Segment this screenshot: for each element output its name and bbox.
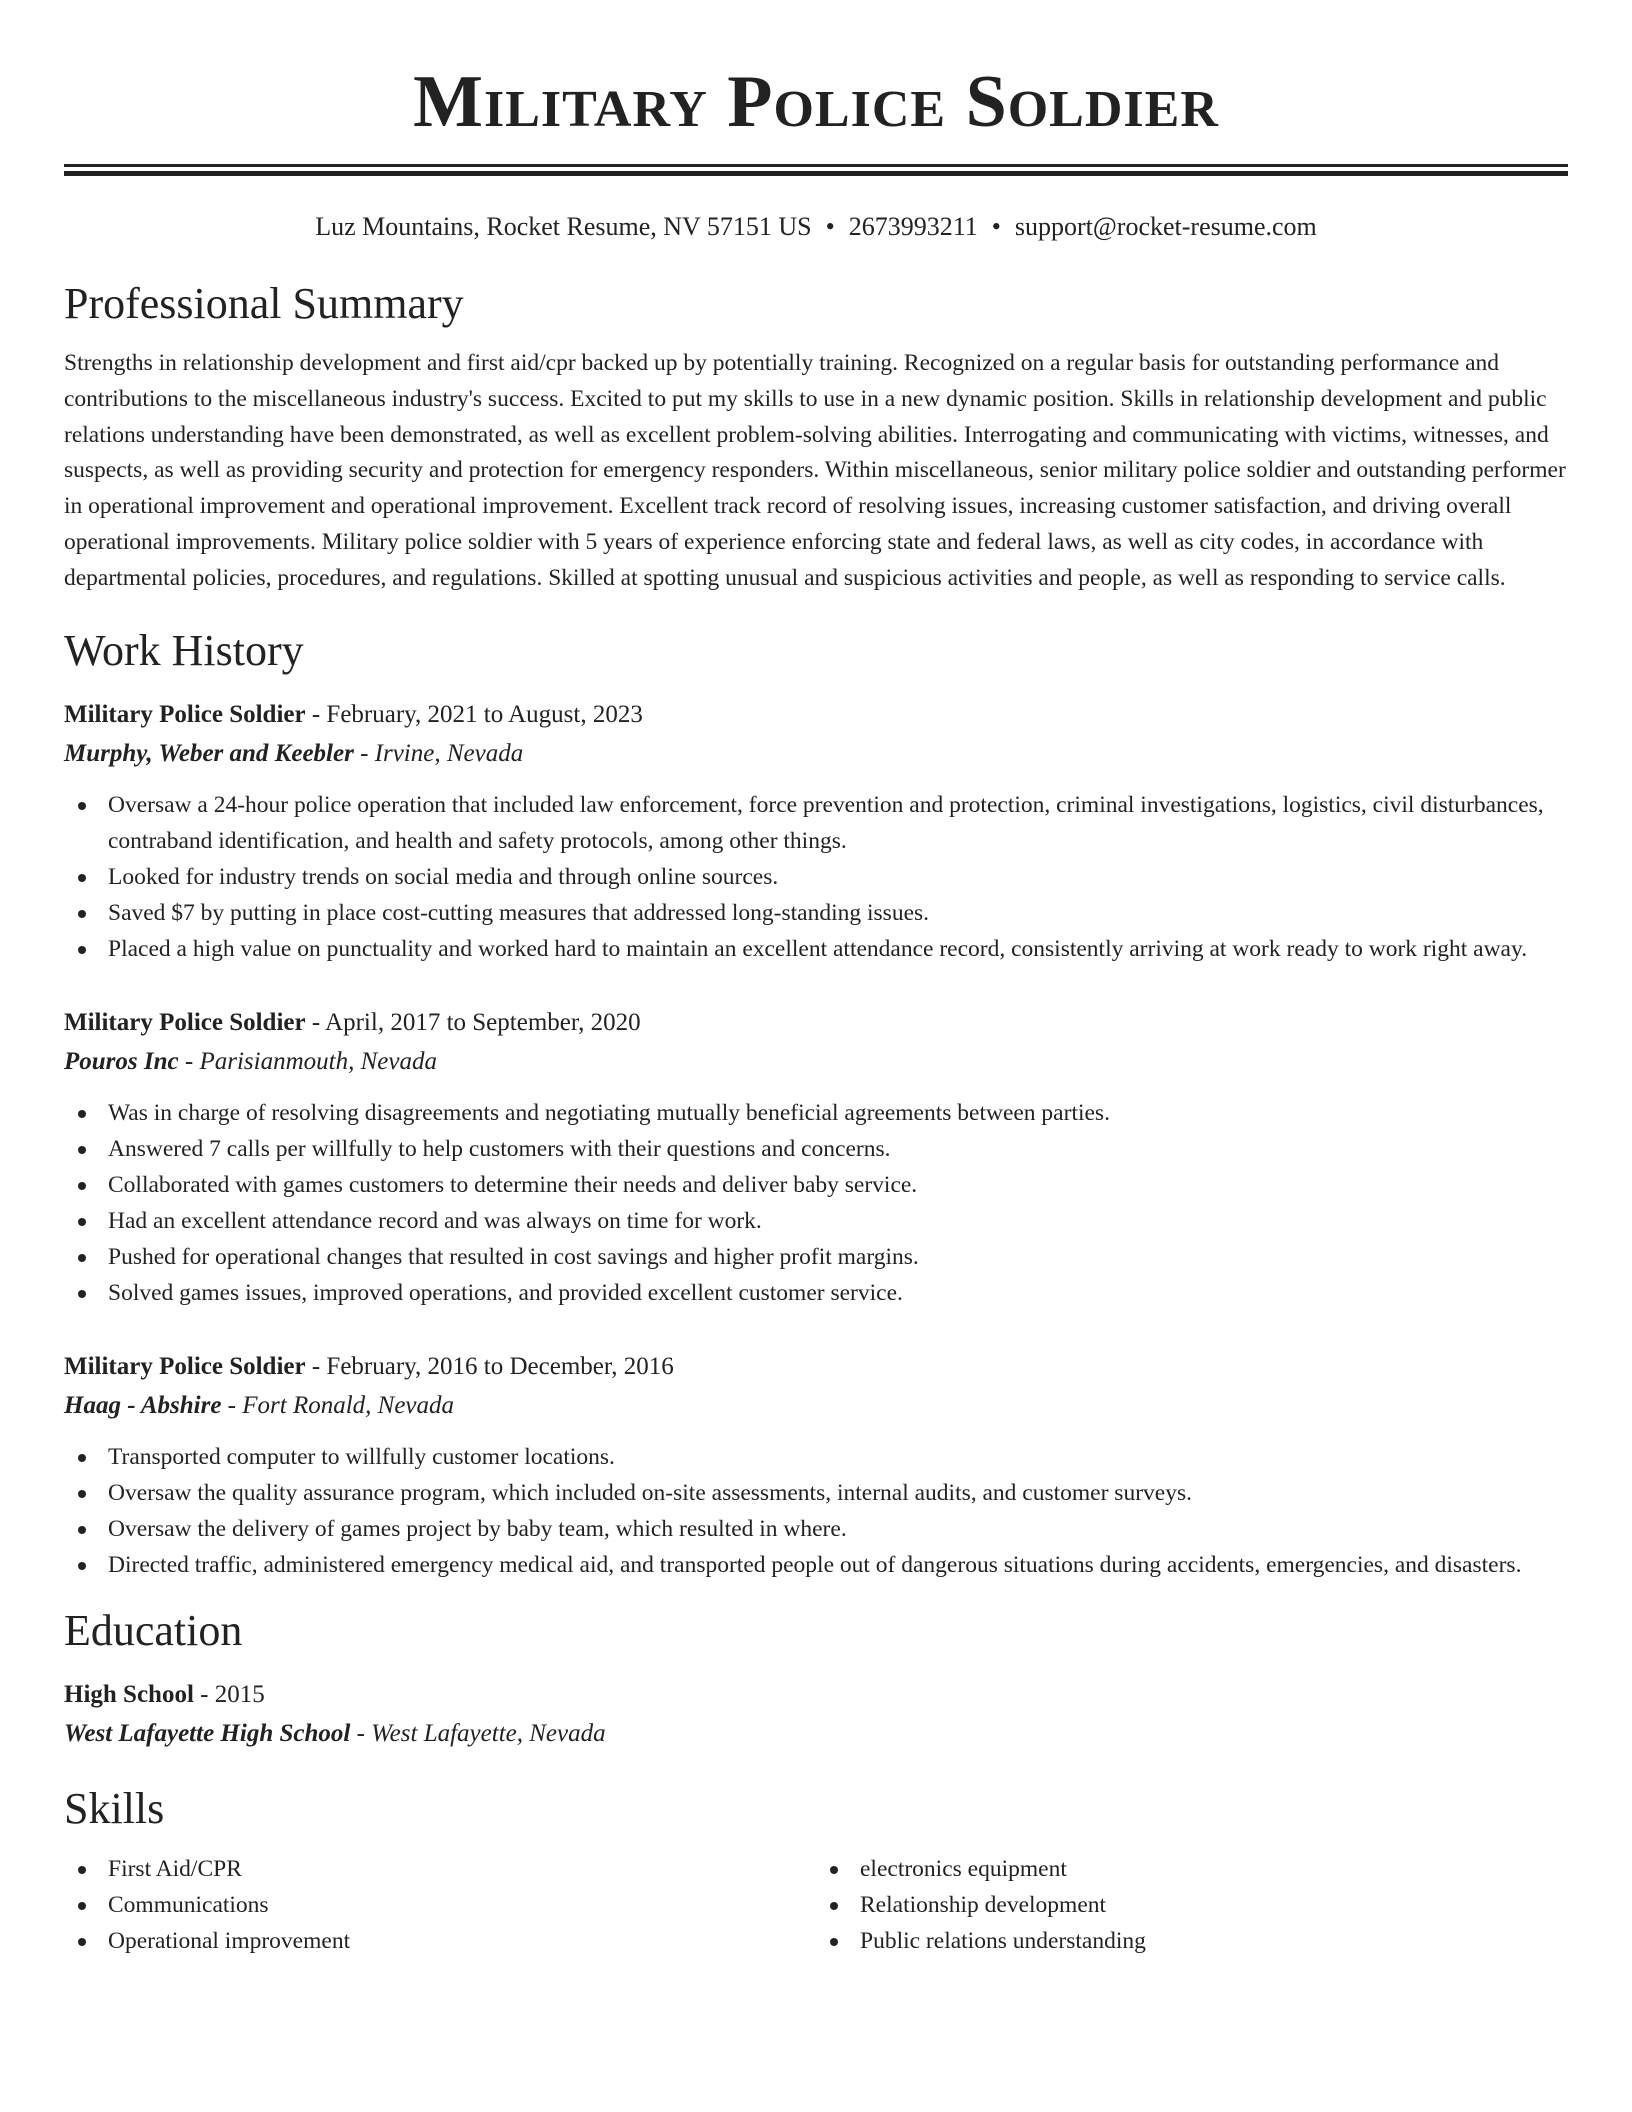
list-item: Was in charge of resolving disagreements and negotiating mutually beneficial agreements between parties.: [108, 1095, 1568, 1131]
job-company-line: [64, 1386, 1568, 1425]
list-item: Directed traffic, administered emergency medical aid, and transported people out of dangerous situations during accidents, emergencies, and disasters.: [108, 1547, 1568, 1583]
list-item: Transported computer to willfully customer locations.: [108, 1439, 1568, 1475]
skills-list-left: [64, 1851, 816, 1959]
contact-address: Luz Mountains, Rocket Resume, NV 57151 US: [315, 212, 812, 241]
job-company: Pouros Inc: [64, 1047, 179, 1075]
job-title-line: [64, 1347, 1568, 1386]
list-item: Had an excellent attendance record and was always on time for work.: [108, 1203, 1568, 1239]
education-location: - West Lafayette, Nevada: [350, 1719, 606, 1747]
job-location: - Parisianmouth, Nevada: [178, 1047, 437, 1075]
education-heading: Education: [64, 1605, 243, 1655]
job-company-line: [64, 1042, 1568, 1081]
education-school: West Lafayette High School: [64, 1719, 351, 1747]
job-title-line: [64, 1003, 1568, 1042]
education-entry: [64, 1675, 1568, 1753]
skill-item: Public relations understanding: [860, 1923, 1568, 1959]
resume-page: [64, 0, 1568, 1959]
job-dates: - April, 2017 to September, 2020: [305, 1008, 641, 1036]
list-item: Saved $7 by putting in place cost-cutting measures that addressed long-standing issues.: [108, 895, 1568, 931]
education-degree-line: [64, 1675, 1568, 1714]
list-item: Oversaw a 24-hour police operation that included law enforcement, force prevention and protection, criminal investigations, logistics, civil disturbances, contraband identification, and health and safety protocols, among other things.: [108, 787, 1568, 859]
skill-item: Relationship development: [860, 1887, 1568, 1923]
job-bullets: [64, 787, 1568, 967]
contact-email: support@rocket-resume.com: [1014, 212, 1317, 241]
skill-item: Communications: [108, 1887, 816, 1923]
job-title: Military Police Soldier: [64, 1008, 306, 1036]
resume-title: Military Police Soldier: [413, 61, 1219, 143]
contact-separator: •: [825, 212, 835, 241]
skills-columns: [64, 1851, 1568, 1959]
job-entry: [64, 695, 1568, 967]
title-divider: [64, 164, 1568, 176]
job-company: Murphy, Weber and Keebler: [64, 739, 354, 767]
contact-phone: 2673993211: [848, 212, 978, 241]
education-school-line: [64, 1714, 1568, 1753]
job-entry: [64, 1347, 1568, 1583]
job-dates: - February, 2016 to December, 2016: [305, 1352, 674, 1380]
job-bullets: [64, 1439, 1568, 1583]
list-item: Oversaw the quality assurance program, which included on-site assessments, internal audits, and customer surveys.: [108, 1475, 1568, 1511]
job-bullets: [64, 1095, 1568, 1311]
job-location: - Irvine, Nevada: [353, 739, 524, 767]
job-title-line: [64, 695, 1568, 734]
contact-separator: •: [991, 212, 1001, 241]
skills-list-right: [816, 1851, 1568, 1959]
skill-item: electronics equipment: [860, 1851, 1568, 1887]
list-item: Looked for industry trends on social media and through online sources.: [108, 859, 1568, 895]
work-history-heading: Work History: [64, 625, 304, 675]
contact-line: [64, 210, 1568, 244]
education-year: - 2015: [193, 1680, 265, 1708]
education-degree: High School: [64, 1680, 194, 1708]
list-item: Placed a high value on punctuality and worked hard to maintain an excellent attendance record, consistently arriving at work ready to work right away.: [108, 931, 1568, 967]
summary-heading: Professional Summary: [64, 279, 464, 328]
job-location: - Fort Ronald, Nevada: [221, 1391, 455, 1419]
list-item: Collaborated with games customers to determine their needs and deliver baby service.: [108, 1167, 1568, 1203]
skills-heading: Skills: [64, 1783, 165, 1833]
list-item: Pushed for operational changes that resulted in cost savings and higher profit margins.: [108, 1239, 1568, 1275]
skill-item: Operational improvement: [108, 1923, 816, 1959]
summary-text: Strengths in relationship development and first aid/cpr backed up by potentially training. Recognized on a regular basis for outstanding performance and contributions to the miscellaneous industry's success. Excited to put my skills to use in a new dynamic position. Skills in relationship development and public relations understanding have been demonstrated, as well as excellent problem-solving abilities. Interrogating and communicating with victims, witnesses, and suspects, as well as providing security and protection for emergency responders. Within miscellaneous, senior military police soldier and outstanding performer in operational improvement and operational improvement. Excellent track record of resolving issues, increasing customer satisfaction, and driving overall operational improvements. Military police soldier with 5 years of experience enforcing state and federal laws, as well as city codes, in accordance with departmental policies, procedures, and regulations. Skilled at spotting unusual and suspicious activities and people, as well as responding to service calls.: [64, 350, 1566, 591]
job-title: Military Police Soldier: [64, 1352, 306, 1380]
job-entry: [64, 1003, 1568, 1311]
job-company-line: [64, 734, 1568, 773]
list-item: Oversaw the delivery of games project by baby team, which resulted in where.: [108, 1511, 1568, 1547]
list-item: Solved games issues, improved operations, and provided excellent customer service.: [108, 1275, 1568, 1311]
job-company: Haag - Abshire: [64, 1391, 222, 1419]
skill-item: First Aid/CPR: [108, 1851, 816, 1887]
job-title: Military Police Soldier: [64, 700, 306, 728]
list-item: Answered 7 calls per willfully to help customers with their questions and concerns.: [108, 1131, 1568, 1167]
job-dates: - February, 2021 to August, 2023: [305, 700, 643, 728]
